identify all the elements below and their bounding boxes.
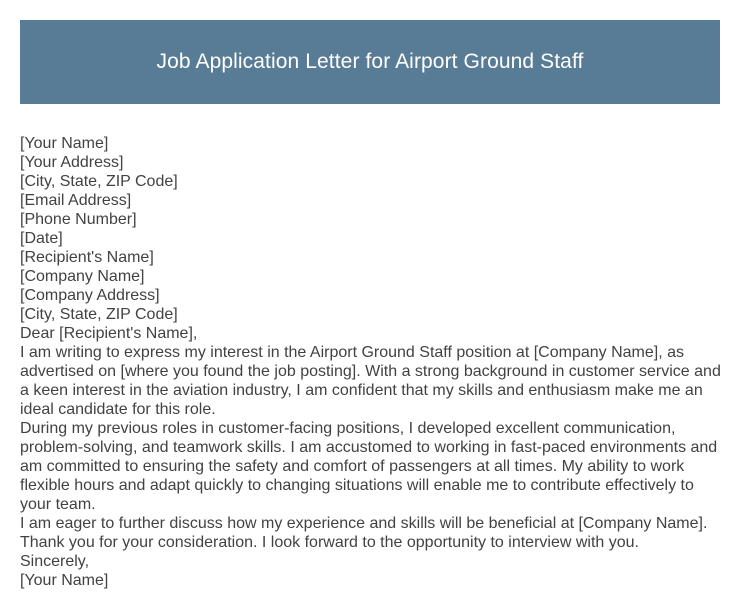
company-name: [Company Name] (20, 268, 145, 285)
paragraph-experience: During my previous roles in customer-facing positions, I developed excellent communication, problem-solving, and teamwork skills. I am accustomed to working in fast-paced environments and am committed to ensuring the safety and comfort of passengers at all times. My ability to work flexible hours and adapt quickly to changing situations will enable me to contribute effectively to your team. (20, 420, 718, 513)
sender-email: [Email Address] (20, 192, 132, 209)
signature: [Your Name] (20, 572, 109, 589)
letter-body (20, 134, 724, 590)
sender-address: [Your Address] (20, 154, 124, 171)
sender-phone: [Phone Number] (20, 211, 137, 228)
page-title: Job Application Letter for Airport Ground Staff (156, 50, 584, 73)
recipient-name: [Recipient's Name] (20, 249, 154, 266)
paragraph-intro: I am writing to express my interest in the Airport Ground Staff position at [Company Name], as advertised on [where you found the job posting]. With a strong background in customer service and a keen interest in the aviation industry, I am confident that my skills and enthusiasm make me an ideal candidate for this role. (20, 344, 721, 418)
sender-city: [City, State, ZIP Code] (20, 173, 178, 190)
sender-name: [Your Name] (20, 135, 109, 152)
company-address: [Company Address] (20, 287, 160, 304)
company-city: [City, State, ZIP Code] (20, 306, 178, 323)
paragraph-closing: I am eager to further discuss how my experience and skills will be beneficial at [Company Name]. Thank you for your consideration. I look forward to the opportunity to interview with you. (20, 515, 708, 551)
salutation: Dear [Recipient's Name], (20, 325, 198, 342)
closing: Sincerely, (20, 553, 90, 570)
letter-date: [Date] (20, 230, 63, 247)
title-banner (20, 20, 720, 104)
